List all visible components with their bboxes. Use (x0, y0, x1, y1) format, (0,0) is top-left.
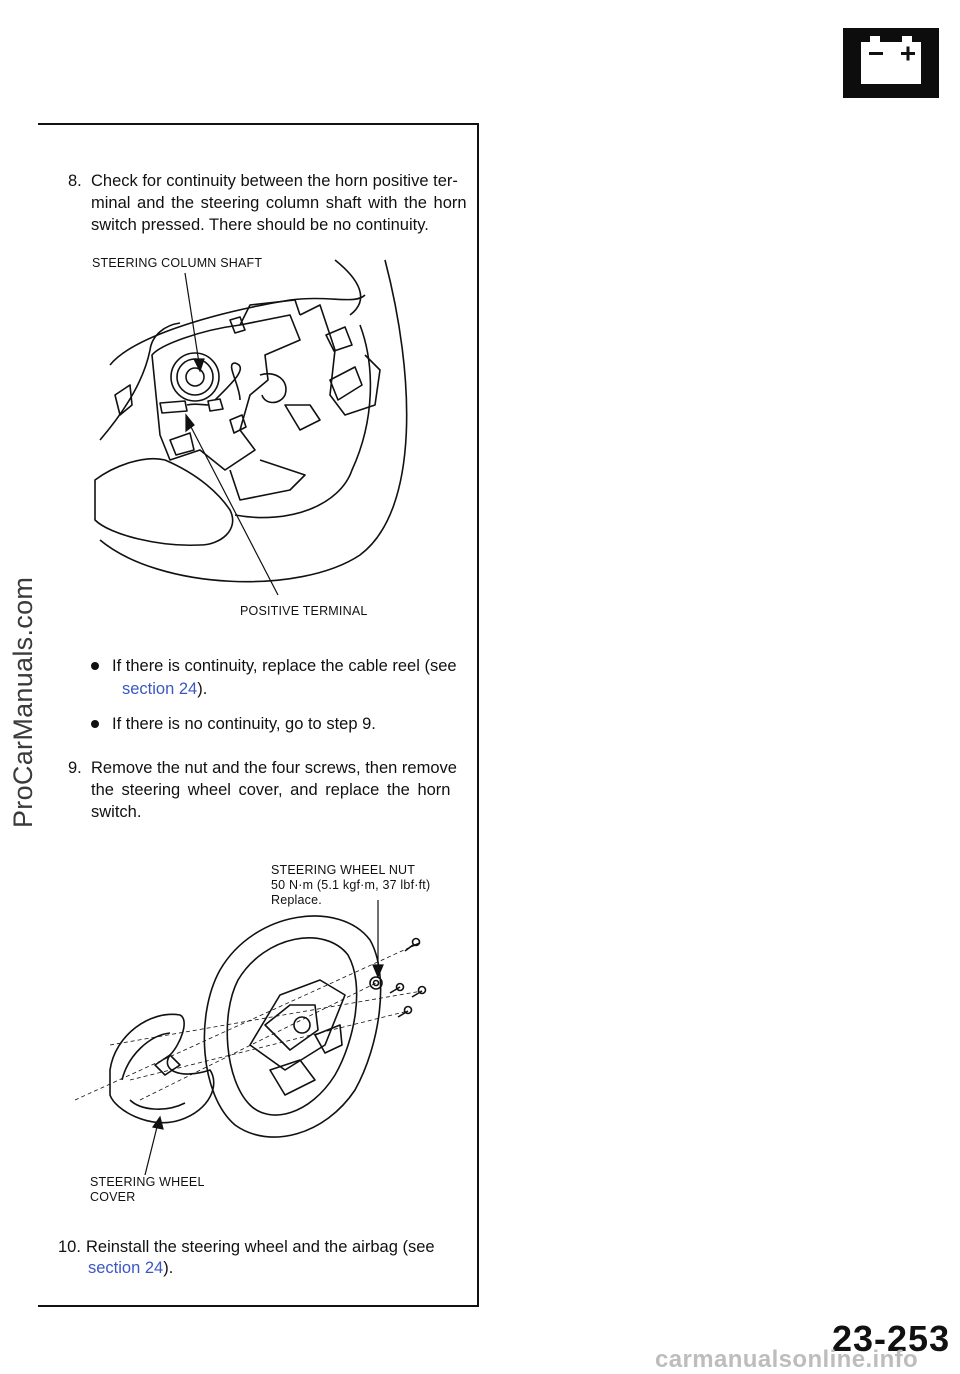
label-nut-torque: 50 N·m (5.1 kgf·m, 37 lbf·ft) (271, 878, 431, 892)
page-number: 23-253 (832, 1318, 951, 1359)
bullet-marker-2 (91, 720, 99, 728)
label-steering-column-shaft: STEERING COLUMN SHAFT (92, 256, 263, 270)
label-nut-replace: Replace. (271, 893, 322, 907)
link-section-24-b[interactable]: section 24 (88, 1259, 164, 1277)
label-steering-wheel-nut: STEERING WHEEL NUT (271, 863, 416, 877)
steering-wheel-diagram (90, 255, 420, 605)
label-cover-1: STEERING WHEEL (90, 1175, 205, 1189)
step9-line-1: Remove the nut and the four screws, then remove (91, 759, 457, 777)
watermark-procarmanuals: ProCarManuals.com (8, 576, 38, 828)
link-section-24-a[interactable]: section 24 (122, 680, 198, 698)
step8-line-3: switch pressed. There should be no continuity. (91, 216, 429, 234)
label-cover-2: COVER (90, 1190, 136, 1204)
step8-line-1: Check for continuity between the horn positive ter- (91, 172, 458, 190)
frame-right-rule (477, 123, 479, 1307)
battery-icon (843, 28, 939, 98)
label-positive-terminal: POSITIVE TERMINAL (240, 604, 368, 618)
bullet-marker-1 (91, 662, 99, 670)
bullet-2-line-1: If there is no continuity, go to step 9. (112, 715, 376, 733)
frame-top-rule (38, 123, 479, 125)
step10-number: 10. (58, 1238, 81, 1256)
step9-number: 9. (68, 759, 82, 777)
bullet-1-line-1: If there is continuity, replace the cable reel (see (112, 657, 457, 675)
step10-line-1: Reinstall the steering wheel and the airbag (see (86, 1238, 435, 1256)
step8-number: 8. (68, 172, 82, 190)
frame-bottom-rule (38, 1305, 479, 1307)
step10-closing: ). (163, 1259, 174, 1277)
bullet-1-closing: ). (197, 680, 208, 698)
watermark-carmanualsonline: carmanualsonline.info (655, 1346, 919, 1373)
step9-line-3: switch. (91, 803, 142, 821)
exploded-view-diagram (70, 895, 440, 1175)
step8-line-2: minal and the steering column shaft with the horn (91, 194, 467, 212)
step9-line-2: the steering wheel cover, and replace the horn (91, 781, 451, 799)
